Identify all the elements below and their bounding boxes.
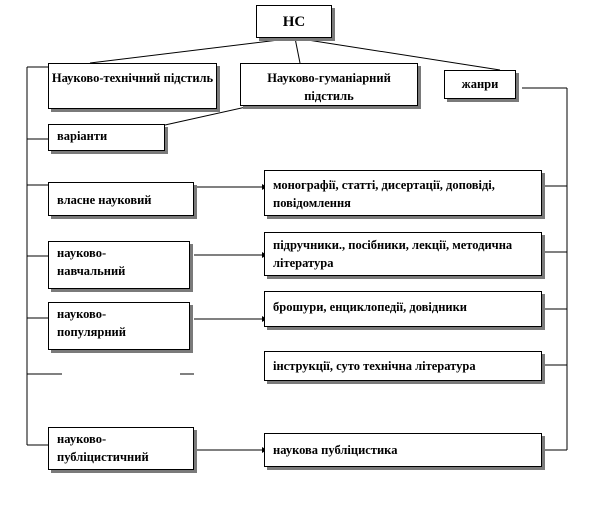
genre-label-2: підручники., посібники, лекції, методична література [273,238,513,270]
variant-box-1 [48,182,194,216]
variants-title-box [48,124,165,151]
variant-box-2 [48,241,190,289]
genre-box-3 [264,291,542,327]
substyle-technical-label: Науково-технічний підстиль [51,71,214,85]
genre-box-1 [264,170,542,216]
genres-title-box [444,70,516,99]
substyle-humanitarian-box [240,63,418,106]
genre-box-4 [264,351,542,381]
genres-title-label: жанри [461,77,499,91]
substyle-technical-box [48,63,217,109]
variant-label-2: науково-навчальний [57,246,126,278]
genre-label-5: наукова публіцистика [273,443,398,457]
genre-label-4: інструкції, суто технічна література [273,359,476,373]
genre-box-2 [264,232,542,276]
line-root-to-tech [90,38,295,63]
genre-box-5 [264,433,542,467]
line-root-to-hum [295,38,300,63]
variant-label-3: науково-популярний [57,307,126,339]
root-label: НС [282,13,306,30]
substyle-humanitarian-label: Науково-гуманіарний підстиль [267,71,391,103]
genre-label-3: брошури, енциклопедії, довідники [273,300,468,314]
variant-box-3 [48,302,190,350]
variant-label-1: власне науковий [57,193,152,207]
variant-label-5: науково-публіцистичний [57,432,149,464]
variant-box-5 [48,427,194,470]
variants-title-label: варіанти [57,129,108,143]
genre-label-1: монографії, статті, дисертації, доповіді, повідомлення [273,178,495,210]
root-node [256,5,332,38]
